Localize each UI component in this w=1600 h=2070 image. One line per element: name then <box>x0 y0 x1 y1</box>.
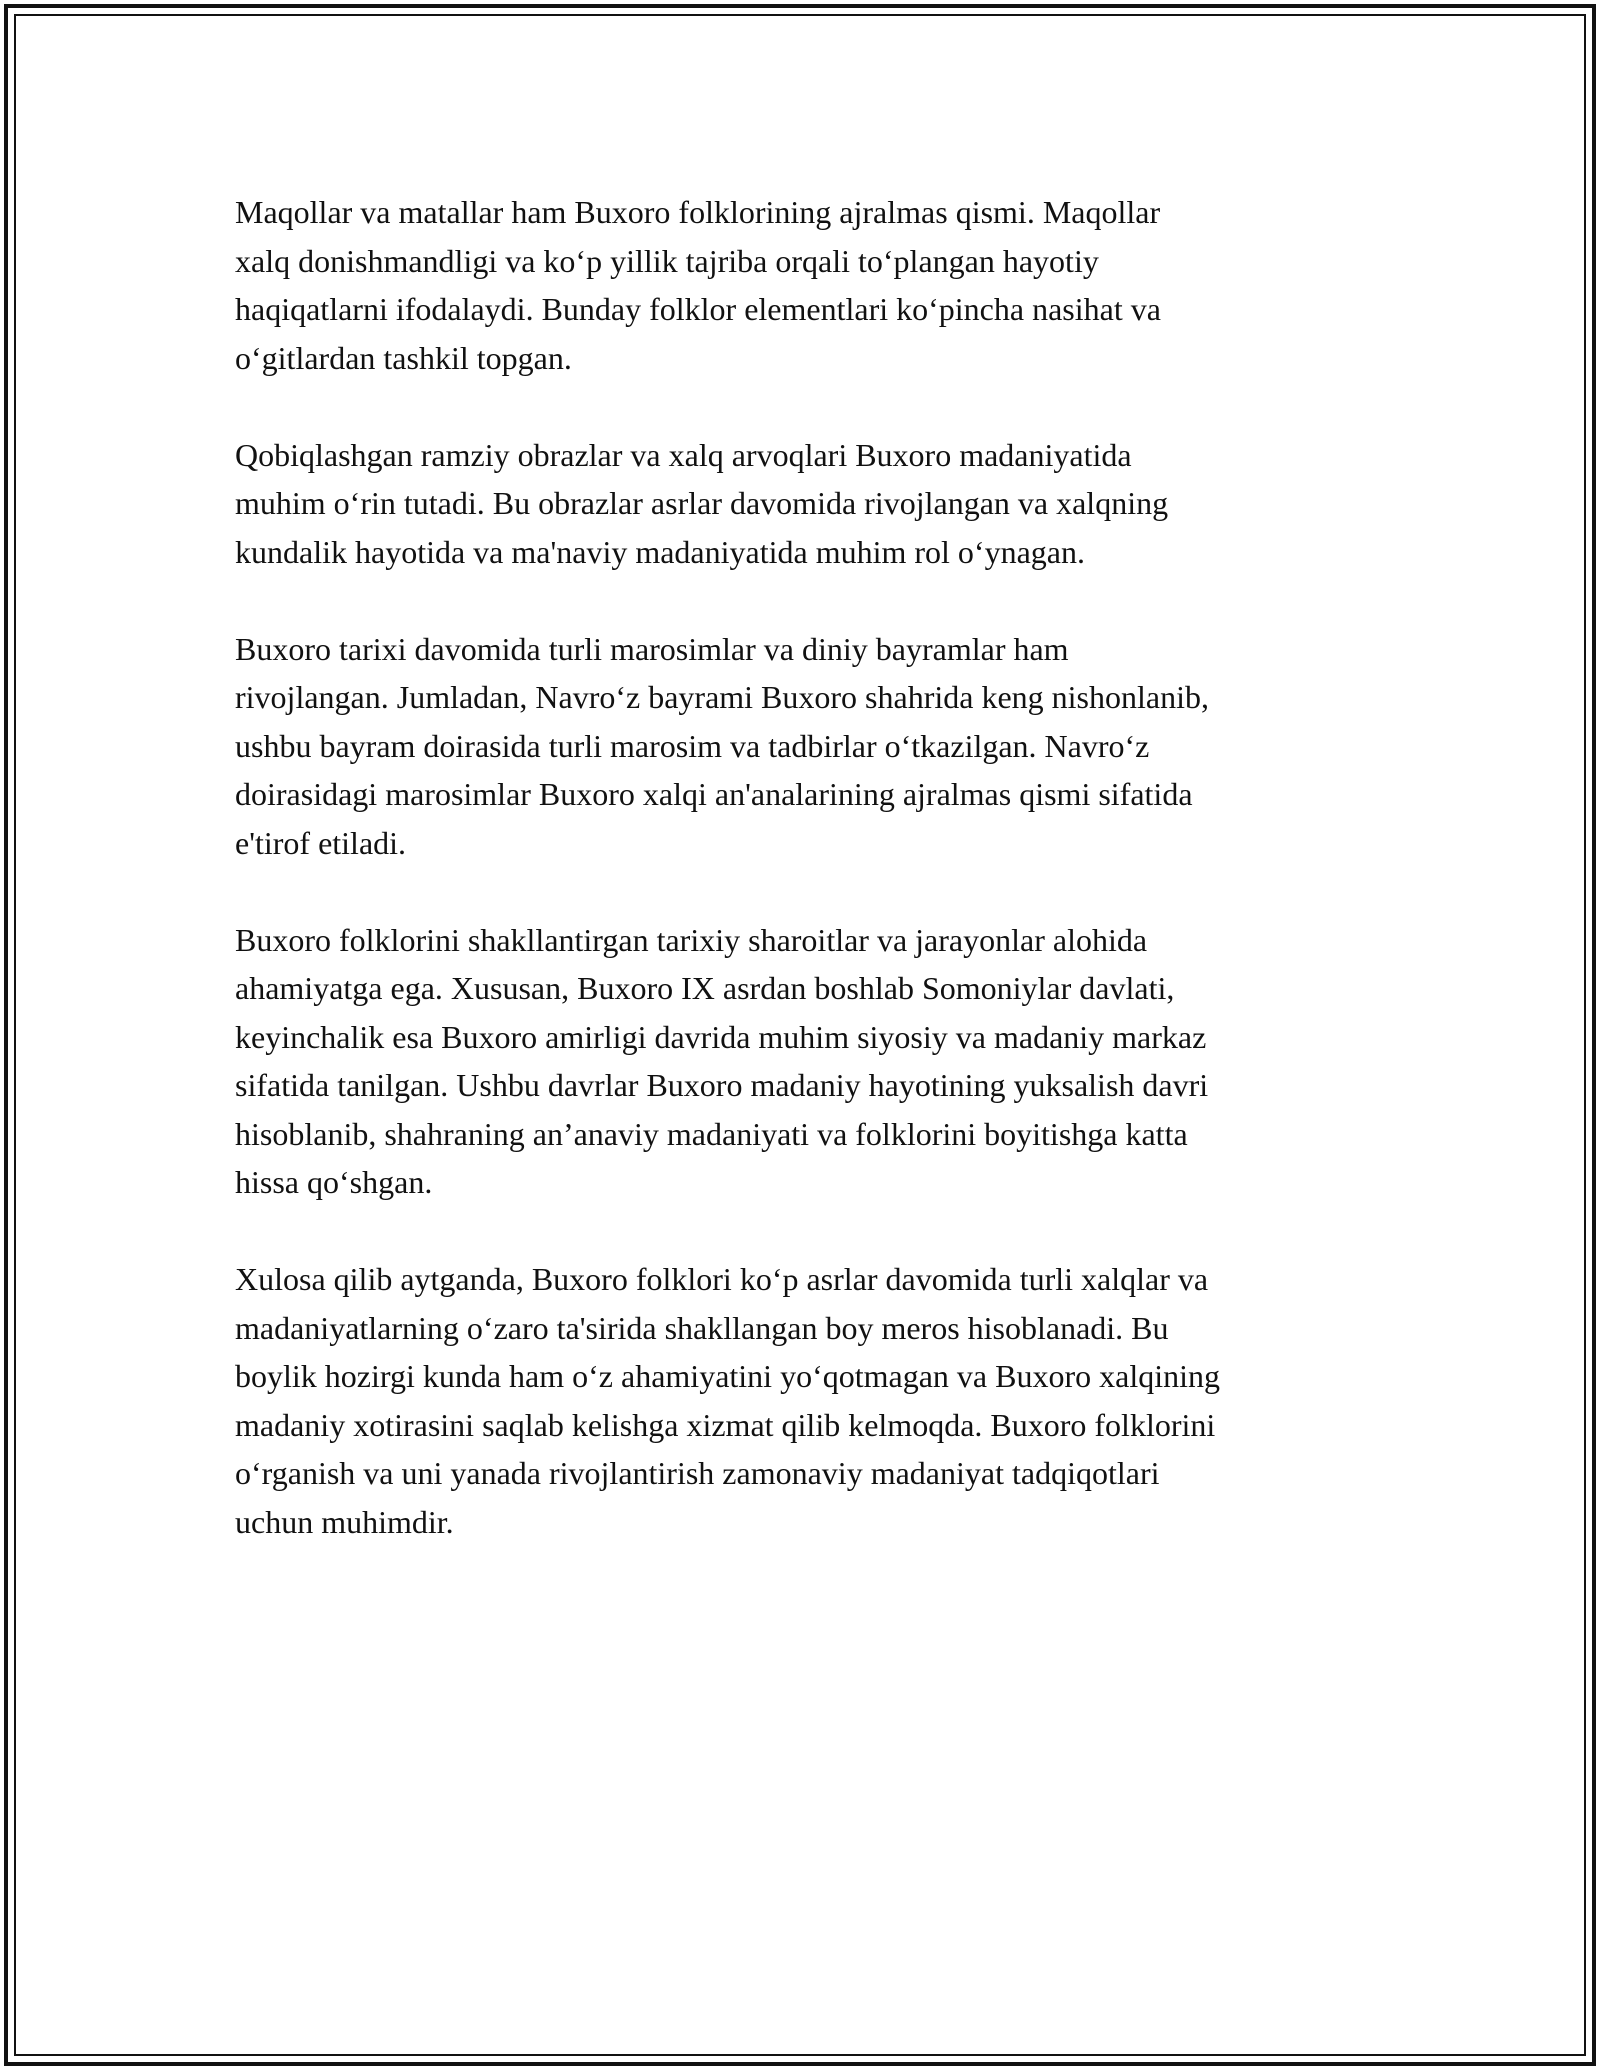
text-line: o‘gitlardan tashkil topgan. <box>235 339 572 376</box>
text-line: madaniyatlarning o‘zaro ta'sirida shakllangan boy meros hisoblanadi. Bu <box>235 1309 1169 1346</box>
text-line: haqiqatlarni ifodalaydi. Bunday folklor elementlari ko‘pincha nasihat va <box>235 291 1161 327</box>
text-line: boylik hozirgi kunda ham o‘z ahamiyatini yo‘qotmagan va Buxoro xalqining <box>235 1358 1220 1394</box>
text-line: sifatida tanilgan. Ushbu davrlar Buxoro madaniy hayotining yuksalish davri <box>235 1067 1209 1103</box>
text-line: rivojlangan. Jumladan, Navro‘z bayrami Buxoro shahrida keng nishonlanib, <box>235 679 1209 715</box>
text-line: kundalik hayotida va ma'naviy madaniyatida muhim rol o‘ynagan. <box>235 533 1085 570</box>
text-line: doirasidagi marosimlar Buxoro xalqi an'analarining ajralmas qismi sifatida <box>235 776 1193 812</box>
text-line: ushbu bayram doirasida turli marosim va tadbirlar o‘tkazilgan. Navro‘z <box>235 727 1150 764</box>
text-line: Maqollar va matallar ham Buxoro folklorining ajralmas qismi. Maqollar <box>235 194 1161 230</box>
paragraph-obrazlar <box>235 431 1370 577</box>
text-line: Qobiqlashgan ramziy obrazlar va xalq arvoqlari Buxoro madaniyatida <box>235 436 1132 473</box>
text-line: Buxoro tarixi davomida turli marosimlar va diniy bayramlar ham <box>235 630 1069 667</box>
text-line: xalq donishmandligi va ko‘p yillik tajriba orqali to‘plangan hayotiy <box>235 242 1099 279</box>
text-line: Buxoro folklorini shakllantirgan tarixiy sharoitlar va jarayonlar alohida <box>235 921 1148 958</box>
paragraph-maqollar <box>235 188 1370 382</box>
text-line: muhim o‘rin tutadi. Bu obrazlar asrlar davomida rivojlangan va xalqning <box>235 485 1169 521</box>
text-line: uchun muhimdir. <box>235 1503 454 1540</box>
text-line: e'tirof etiladi. <box>235 824 407 861</box>
text-line: hisoblanib, shahraning an’anaviy madaniyati va folklorini boyitishga katta <box>235 1115 1188 1152</box>
text-line: Xulosa qilib aytganda, Buxoro folklori ko‘p asrlar davomida turli xalqlar va <box>235 1261 1209 1297</box>
text-line: ahamiyatga ega. Xususan, Buxoro IX asrdan boshlab Somoniylar davlati, <box>235 970 1175 1006</box>
document-body <box>235 188 1370 1595</box>
text-line: o‘rganish va uni yanada rivojlantirish zamonaviy madaniyat tadqiqotlari <box>235 1455 1160 1491</box>
text-line: madaniy xotirasini saqlab kelishga xizmat qilib kelmoqda. Buxoro folklorini <box>235 1406 1216 1443</box>
paragraph-tarixiy-sharoitlar <box>235 916 1370 1207</box>
paragraph-marosimlar <box>235 625 1370 868</box>
text-line: hissa qo‘shgan. <box>235 1164 433 1200</box>
text-line: keyinchalik esa Buxoro amirligi davrida muhim siyosiy va madaniy markaz <box>235 1018 1207 1055</box>
paragraph-xulosa <box>235 1255 1370 1546</box>
